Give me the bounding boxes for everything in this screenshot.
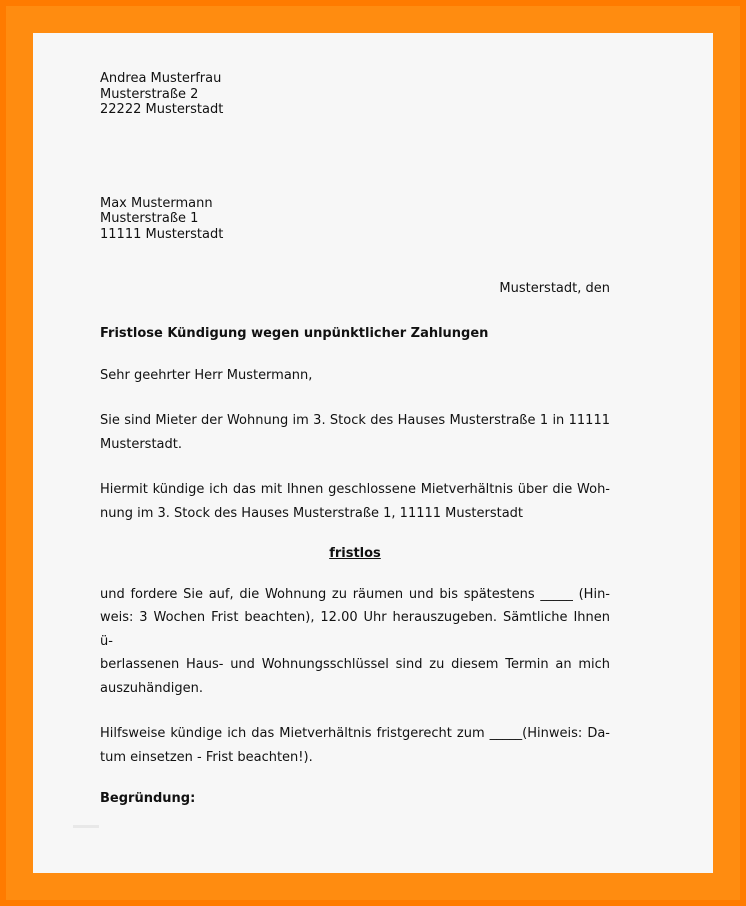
date-line: Musterstadt, den [499, 280, 610, 296]
paragraph-line: nung im 3. Stock des Hauses Musterstraße 1, 11111 Musterstadt [100, 505, 524, 521]
paragraph-line: und fordere Sie auf, die Wohnung zu räumen und bis spätestens _____ (Hin- [100, 586, 610, 602]
paragraph-line: Hiermit kündige ich das mit Ihnen geschlossene Mietverhältnis über die Woh- [100, 482, 610, 498]
paragraph-alternative [100, 722, 610, 769]
paragraph-line: Sie sind Mieter der Wohnung im 3. Stock des Hauses Musterstraße 1 in 11111 [100, 413, 610, 429]
letter-page [33, 33, 713, 873]
salutation: Sehr geehrter Herr Mustermann, [100, 367, 313, 383]
paragraph-line: Musterstadt. [100, 436, 182, 452]
recipient-name: Max Mustermann [100, 195, 213, 211]
sender-street: Musterstraße 2 [100, 86, 199, 102]
sender-address [100, 71, 610, 118]
paragraph-handover [100, 583, 610, 701]
sender-name: Andrea Musterfrau [100, 71, 222, 86]
recipient-street: Musterstraße 1 [100, 211, 199, 227]
paragraph-line: auszuhändigen. [100, 680, 203, 696]
reason-heading: Begründung: [100, 791, 196, 807]
recipient-address [100, 196, 610, 243]
letter-content [100, 71, 610, 807]
paragraph-termination [100, 478, 610, 525]
paragraph-line: tum einsetzen - Frist beachten!). [100, 749, 313, 765]
paragraph-line: weis: 3 Wochen Frist beachten), 12.00 Uhr herauszugeben. Sämtliche Ihnen ü- [100, 610, 610, 649]
recipient-city: 11111 Musterstadt [100, 226, 224, 242]
letter-subject: Fristlose Kündigung wegen unpünktlicher Zahlungen [100, 326, 489, 342]
paragraph-tenancy [100, 409, 610, 456]
paragraph-line: berlassenen Haus- und Wohnungsschlüssel sind zu diesem Termin an mich [100, 657, 610, 673]
sender-city: 22222 Musterstadt [100, 102, 224, 118]
paragraph-line: Hilfsweise kündige ich das Mietverhältnis fristgerecht zum _____(Hinweis: Da- [100, 726, 610, 742]
faint-watermark [73, 825, 99, 828]
emphasis-fristlos: fristlos [329, 546, 381, 562]
